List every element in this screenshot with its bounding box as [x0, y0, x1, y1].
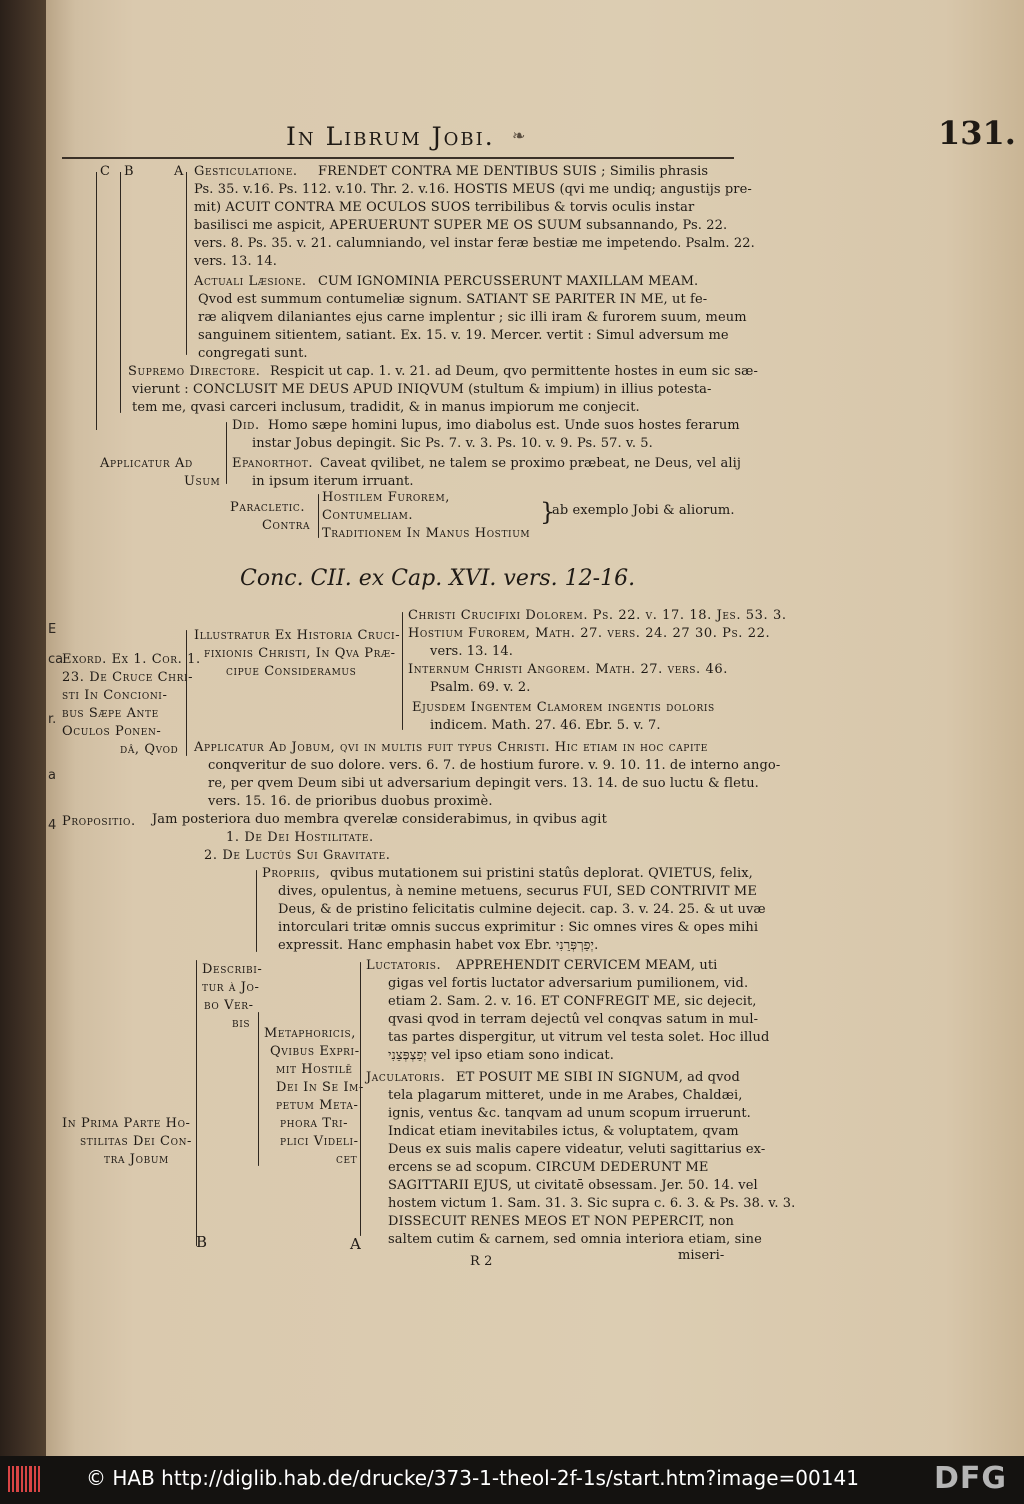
text-line: etiam 2. Sam. 2. v. 16. ET CONFREGIT ME, sic dejecit,	[388, 994, 757, 1009]
text-line: in ipsum iterum irruant.	[252, 474, 414, 489]
text-line: congregati sunt.	[198, 346, 308, 361]
text-line: qvasi qvod in terram dejectû vel conqvas satum in mul-	[388, 1012, 759, 1027]
text-line: Deus, & de pristino felicitatis culmine dejecit. cap. 3. v. 24. 25. & ut uvæ	[278, 902, 766, 917]
page-number: 131.	[938, 114, 1016, 152]
text-line: sanguinem sitientem, satiant. Ex. 15. v. 19. Mercer. vertit : Simul adversum me	[198, 328, 729, 343]
text-line: vierunt : CONCLUSIT ME DEUS APUD INIQVUM (stultum & impium) in illius potesta-	[132, 382, 712, 397]
prima-parte-line: stilitas Dei Con-	[80, 1134, 193, 1149]
propositio-head: Propositio.	[62, 814, 136, 829]
text-line: SAGITTARII EJUS, ut civitatē obsessam. Jer. 50. 14. vel	[388, 1178, 758, 1193]
propriis-head: Propriis,	[262, 866, 321, 881]
bracket-c	[96, 172, 97, 430]
signature-mark: R 2	[470, 1254, 493, 1269]
running-header: In Librum Jobi.	[286, 122, 495, 151]
illustratur-line: fixionis Christi, In Qva Præ-	[204, 646, 396, 661]
exordium-line: 23. De Cruce Chri-	[62, 670, 194, 685]
describitur-line: bo Ver-	[204, 998, 254, 1013]
closing-brace: }	[540, 498, 556, 526]
luctatoris-head: Luctatoris.	[366, 958, 442, 973]
book-edge	[0, 0, 46, 1456]
text-line: Ps. 35. v.16. Ps. 112. v.10. Thr. 2. v.16. HOSTIS MEUS (qvi me undiq; angustijs pre-	[194, 182, 752, 197]
christi-item: Christi Crucifixi Dolorem. Ps. 22. v. 17. 18. Jes. 53. 3.	[408, 608, 787, 623]
text-line: Jam posteriora duo membra qverelæ considerabimus, in qvibus agit	[152, 812, 607, 827]
text-line: Respicit ut cap. 1. v. 21. ad Deum, qvo permittente hostes in eum sic sæ-	[270, 364, 758, 379]
bracket-label-c: C	[100, 164, 111, 179]
bracket-describitur	[196, 960, 197, 1246]
margin-fragment: ca	[48, 652, 64, 667]
paracletic-item: Hostilem Furorem,	[322, 490, 450, 505]
actuali-head: Actuali Læsione.	[194, 274, 307, 289]
metaphoricis-line: cet	[336, 1152, 358, 1167]
describitur-line: bis	[232, 1016, 251, 1031]
header-rule	[62, 157, 734, 159]
copyright-link[interactable]: © HAB http://diglib.hab.de/drucke/373-1-theol-2f-1s/start.htm?image=00141	[86, 1466, 859, 1490]
text-line: intorculari tritæ omnis succus exprimitur : Sic omnes vires & opes mihi	[278, 920, 759, 935]
margin-fragment: r.	[48, 712, 57, 727]
text-line: re, per qvem Deum sibi ut adversarium depingit vers. 13. 14. de suo luctu & fletu.	[208, 776, 759, 791]
bracket-luctatoris	[360, 962, 361, 1236]
text-line: יְפַצְפְּצֵנִי vel ipso etiam sono indicat.	[388, 1048, 614, 1063]
text-line: gigas vel fortis luctator adversarium pumilionem, vid.	[388, 976, 749, 991]
prima-parte-line: tra Jobum	[104, 1152, 169, 1167]
exordium-line: dâ, Qvod	[120, 742, 179, 757]
text-line: ercens se ad scopum. CIRCUM DEDERUNT ME	[388, 1160, 709, 1175]
text-line: expressit. Hanc emphasin habet vox Ebr. יְפַרְפְּרֵנִי.	[278, 938, 599, 953]
bracket-paracletic	[318, 494, 319, 538]
text-line: hostem victum 1. Sam. 31. 3. Sic supra c. 6. 3. & Ps. 38. v. 3.	[388, 1196, 796, 1211]
propositio-item: 2. De Luctûs Sui Gravitate.	[204, 848, 391, 863]
bracket-label-a-bottom: A	[350, 1235, 361, 1253]
exordium-line: bus Sæpe Ante	[62, 706, 159, 721]
propositio-item: 1. De Dei Hostilitate.	[226, 830, 374, 845]
did-head: Did.	[232, 418, 260, 433]
christi-item: Hostium Furorem, Math. 27. vers. 24. 27 30. Ps. 22.	[408, 626, 771, 641]
text-line: tem me, qvasi carceri inclusum, tradidit, & in manus impiorum me conjecit.	[132, 400, 640, 415]
jaculatoris-head: Jaculatoris.	[366, 1070, 446, 1085]
contra-head: Contra	[262, 518, 311, 533]
prima-parte-line: In Prima Parte Ho-	[62, 1116, 191, 1131]
text-line: tela plagarum mitteret, unde in me Arabes, Chaldæi,	[388, 1088, 743, 1103]
christi-item: Ejusdem Ingentem Clamorem ingentis doloris	[412, 700, 715, 715]
supremo-head: Supremo Directore.	[128, 364, 261, 379]
applicatur-head: Applicatur Ad	[100, 456, 193, 471]
text-line: indicem. Math. 27. 46. Ebr. 5. v. 7.	[430, 718, 661, 733]
margin-fragment: a	[48, 768, 56, 783]
text-line: ET POSUIT ME SIBI IN SIGNUM, ad qvod	[456, 1070, 740, 1085]
applicatur-head: Usum	[184, 474, 221, 489]
bracket-christi	[402, 612, 403, 730]
text-line: basilisci me aspicit, APERUERUNT SUPER ME OS SUUM subsannando, Ps. 22.	[194, 218, 728, 233]
text-line: instar Jobus depingit. Sic Ps. 7. v. 3. Ps. 10. v. 9. Ps. 57. v. 5.	[252, 436, 653, 451]
text-line: FRENDET CONTRA ME DENTIBUS SUIS ; Similis phrasis	[318, 164, 709, 179]
catchword: miseri-	[678, 1248, 725, 1263]
paracletic-head: Paracletic.	[230, 500, 306, 515]
christi-item: Internum Christi Angorem. Math. 27. vers. 46.	[408, 662, 728, 677]
text-line: Deus ex suis malis capere videatur, veluti sagittarius ex-	[388, 1142, 766, 1157]
text-line: CUM IGNOMINIA PERCUSSERUNT MAXILLAM MEAM.	[318, 274, 699, 289]
gesticulatione-head: Gesticulatione.	[194, 164, 298, 179]
metaphoricis-line: petum Meta-	[276, 1098, 359, 1113]
text-line: APPREHENDIT CERVICEM MEAM, uti	[456, 958, 718, 973]
text-line: conqveritur de suo dolore. vers. 6. 7. de hostium furore. v. 9. 10. 11. de interno ango-	[208, 758, 781, 773]
bracket-metaphoricis	[258, 1012, 259, 1166]
text-line: vers. 13. 14.	[194, 254, 277, 269]
bracket-label-a: A	[174, 164, 184, 179]
epanorthot-head: Epanorthot.	[232, 456, 314, 471]
exordium-line: sti In Concioni-	[62, 688, 168, 703]
text-line: ræ aliqvem dilaniantes ejus carne implentur ; sic illi iram & furorem suum, meum	[198, 310, 747, 325]
text-line: Psalm. 69. v. 2.	[430, 680, 531, 695]
text-line: Caveat qvilibet, ne talem se proximo præbeat, ne Deus, vel alij	[320, 456, 741, 471]
text-line: dives, opulentus, à nemine metuens, securus FUI, SED CONTRIVIT ME	[278, 884, 757, 899]
illustratur-line: cipue Consideramus	[226, 664, 357, 679]
concio-heading: Conc. CII. ex Cap. XVI. vers. 12-16.	[240, 566, 636, 591]
exordium-line: Exord. Ex 1. Cor. 1.	[62, 652, 201, 667]
text-line: tas partes dispergitur, ut vitrum vel testa solet. Hoc illud	[388, 1030, 770, 1045]
bracket-applicatur	[226, 422, 227, 484]
text-line: Homo sæpe homini lupus, imo diabolus est. Unde suos hostes ferarum	[268, 418, 740, 433]
metaphoricis-line: plici Videli-	[280, 1134, 359, 1149]
metaphoricis-line: mit Hostilē	[276, 1062, 353, 1077]
ornament-mark: ❧	[512, 126, 526, 145]
text-line: vers. 13. 14.	[430, 644, 513, 659]
text-line: vers. 8. Ps. 35. v. 21. calumniando, vel instar feræ bestiæ me impetendo. Psalm. 22.	[194, 236, 755, 251]
paracletic-item: Traditionem In Manus Hostium	[322, 526, 531, 541]
exordium-line: Oculos Ponen-	[62, 724, 162, 739]
bracket-a	[186, 172, 187, 355]
bracket-exordium	[186, 630, 187, 756]
bracket-propriis	[256, 870, 257, 952]
text-line: mit) ACUIT CONTRA ME OCULOS SUOS terribilibus & torvis oculis instar	[194, 200, 695, 215]
paracletic-item: Contumeliam.	[322, 508, 414, 523]
metaphoricis-line: Dei In Se Im-	[276, 1080, 364, 1095]
bracket-label-b-bottom: B	[196, 1233, 208, 1251]
describitur-line: tur à Jo-	[202, 980, 260, 995]
barcode-icon	[8, 1466, 40, 1492]
text-line: vers. 15. 16. de prioribus duobus proximè.	[208, 794, 493, 809]
metaphoricis-line: Metaphoricis,	[264, 1026, 357, 1041]
text-line: DISSECUIT RENES MEOS ET NON PEPERCIT, non	[388, 1214, 735, 1229]
illustratur-line: Illustratur Ex Historia Cruci-	[194, 628, 401, 643]
margin-fragment: E	[48, 622, 57, 637]
text-line: qvibus mutationem sui pristini statûs deplorat. QVIETUS, felix,	[330, 866, 753, 881]
text-line: Qvod est summum contumeliæ signum. SATIANT SE PARITER IN ME, ut fe-	[198, 292, 708, 307]
metaphoricis-line: Qvibus Expri-	[270, 1044, 360, 1059]
text-line: saltem cutim & carnem, sed omnia interiora etiam, sine	[388, 1232, 762, 1247]
bracket-label-b: B	[124, 164, 134, 179]
applicatur-jobum-line: Applicatur Ad Jobum, qvi in multis fuit typus Christi. Hic etiam in hoc capite	[194, 740, 708, 755]
text-line: Indicat etiam inevitabiles ictus, & voluptatem, qvam	[388, 1124, 739, 1139]
text-line: ab exemplo Jobi & aliorum.	[552, 503, 735, 518]
bracket-b	[120, 172, 121, 413]
text-line: ignis, ventus &c. tanqvam ad unum scopum irruerunt.	[388, 1106, 751, 1121]
metaphoricis-line: phora Tri-	[280, 1116, 349, 1131]
describitur-line: Describi-	[202, 962, 263, 977]
margin-fragment: 4	[48, 818, 57, 833]
dfg-logo: DFG	[934, 1461, 1008, 1496]
